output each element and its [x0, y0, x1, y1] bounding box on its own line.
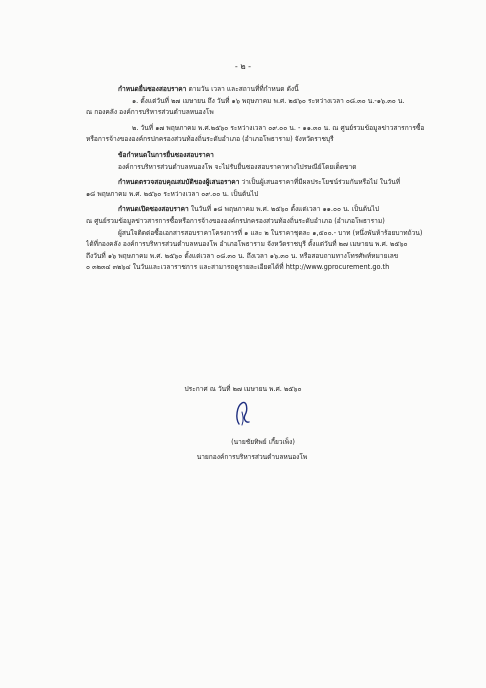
signer-title: นายกองค์การบริหารส่วนตำบลหนองโพ	[196, 453, 308, 461]
announce-date: ประกาศ ณ วันที่ ๒๗ เมษายน พ.ศ. ๒๕๖๐	[184, 385, 302, 393]
interest-line2: ได้ที่กองคลัง องค์การบริหารส่วนตำบลหนองโพ อำเภอโพธาราม จังหวัดราชบุรี ตั้งแต่วันที่ ๒๗ เมษายน พ.ศ. ๒๕๖๐	[86, 240, 408, 249]
open-line1: ในวันที่ ๑๘ พฤษภาคม พ.ศ. ๒๕๖๐ ตั้งแต่เวลา ๑๑.๐๐ น. เป็นต้นไป	[190, 205, 380, 214]
signer-name: (นายชัยทิพย์ เกี้ยวเพ็ง)	[231, 438, 295, 446]
cancel-heading: ข้อกำหนดในการยื่นซองสอบราคา	[118, 150, 214, 159]
submit-item2-line1: ๒. วันที่ ๑๗ พฤษภาคม พ.ศ.๒๕๖๐ ระหว่างเวลา ๐๙.๐๐ น. - ๑๑.๓๐ น. ณ ศูนย์รวมข้อมูลข่าวสารการซื้อ	[132, 123, 425, 132]
submit-item2-line2: หรือการจ้างขององค์กรปกครองส่วนท้องถิ่นระดับอำเภอ (อำเภอโพธาราม) จังหวัดราชบุรี	[86, 135, 334, 144]
interest-line3: ถึงวันที่ ๑๖ พฤษภาคม พ.ศ. ๒๕๖๐ ตั้งแต่เวลา ๐๘.๓๐ น. ถึงเวลา ๑๖.๓๐ น. หรือสอบถามทางโทรศัพท์หมายเลข	[86, 251, 399, 260]
open-heading-line	[86, 204, 428, 216]
open-line2: ณ ศูนย์รวมข้อมูลข่าวสารการซื้อหรือการจ้างขององค์กรปกครองส่วนท้องถิ่นระดับอำเภอ (อำเภอโพธาราม)	[86, 216, 385, 225]
document-body	[86, 84, 428, 274]
signature-mark	[233, 398, 253, 428]
submit-heading: กำหนดยื่นซองสอบราคา	[118, 85, 187, 93]
submit-heading-line	[86, 84, 428, 96]
check-line2: ๑๘ พฤษภาคม พ.ศ. ๒๕๖๐ ระหว่างเวลา ๐๙.๐๐ น. เป็นต้นไป	[86, 189, 259, 198]
submit-item1-line1: ๑. ตั้งแต่วันที่ ๒๗ เมษายน ถึง วันที่ ๑๖ พฤษภาคม พ.ศ. ๒๕๖๐ ระหว่างเวลา ๐๘.๓๐ น.-๑๖.๓๐ น.	[132, 96, 405, 105]
submit-item1-line2: ณ กองคลัง องค์การบริหารส่วนตำบลหนองโพ	[86, 108, 214, 117]
check-heading: กำหนดตรวจสอบคุณสมบัติของผู้เสนอราคา	[118, 178, 240, 187]
interest-line1: ผู้สนใจติดต่อซื้อเอกสารสอบราคาโครงการที่ ๑ และ ๒ ในราคาชุดละ ๑,๕๐๐.- บาท (หนึ่งพันห้าร้อยบาทถ้วน)	[118, 228, 423, 237]
submit-heading-rest: ตามวัน เวลา และสถานที่ที่กำหนด ดังนี้	[188, 85, 299, 93]
interest-line4: ๐ ๓๒๓๔ ๓๒๖๔ ในวันและเวลาราชการ และสามารถดูรายละเอียดได้ที่ http://www.gprocurement.go.th	[86, 263, 390, 272]
cancel-body: องค์การบริหารส่วนตำบลหนองโพ จะไม่รับยื่นซองสอบราคาทางไปรษณีย์โดยเด็ดขาด	[118, 162, 357, 171]
check-heading-line	[86, 177, 428, 189]
check-line1: ว่าเป็นผู้เสนอราคาที่มีผลประโยชน์ร่วมกันหรือไม่ ในวันที่	[241, 178, 401, 187]
open-heading: กำหนดเปิดซองสอบราคา	[118, 205, 189, 214]
page-number: - ๒ -	[234, 62, 252, 71]
